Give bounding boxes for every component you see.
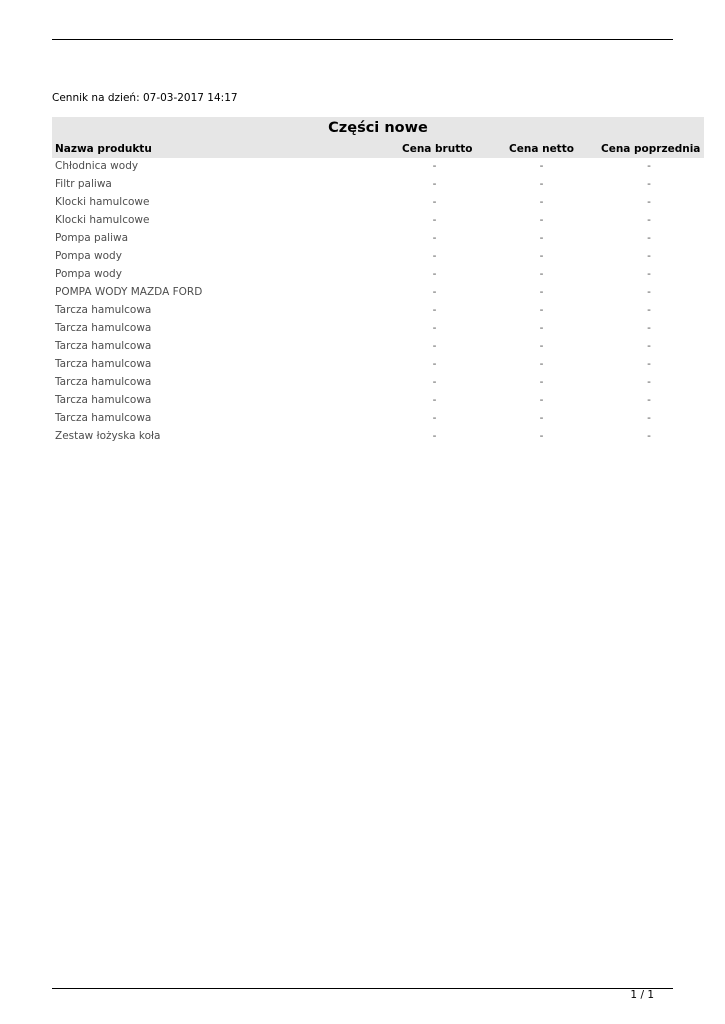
previous-price-cell: - [647, 268, 651, 280]
column-header-name: Nazwa produktu [55, 143, 152, 155]
gross-price-cell: - [432, 214, 437, 226]
gross-price-cell: - [432, 160, 437, 172]
section-header [52, 117, 704, 158]
product-name-cell: Klocki hamulcowe [55, 196, 150, 208]
column-header-net: Cena netto [509, 143, 574, 155]
previous-price-cell: - [647, 250, 651, 262]
price-list-date-line [52, 92, 238, 104]
previous-price-cell: - [647, 196, 651, 208]
previous-price-cell: - [647, 376, 651, 388]
net-price-cell: - [539, 286, 544, 298]
table-body [52, 158, 704, 446]
product-name-cell: Tarcza hamulcowa [55, 304, 152, 316]
table-row [52, 392, 704, 410]
gross-price-cell: - [432, 178, 437, 190]
gross-price-cell: - [432, 304, 437, 316]
gross-price-cell: - [432, 412, 437, 424]
product-name-cell: Filtr paliwa [55, 178, 112, 190]
net-price-cell: - [539, 376, 544, 388]
table-row [52, 212, 704, 230]
product-name-cell: Zestaw łożyska koła [55, 430, 161, 442]
gross-price-cell: - [432, 196, 437, 208]
net-price-cell: - [539, 430, 544, 442]
product-name-cell: Tarcza hamulcowa [55, 322, 152, 334]
table-row [52, 374, 704, 392]
product-name-cell: Tarcza hamulcowa [55, 376, 152, 388]
previous-price-cell: - [647, 358, 651, 370]
gross-price-cell: - [432, 394, 437, 406]
table-row [52, 356, 704, 374]
table-row [52, 284, 704, 302]
gross-price-cell: - [432, 376, 437, 388]
gross-price-cell: - [432, 358, 437, 370]
table-row [52, 194, 704, 212]
net-price-cell: - [539, 394, 544, 406]
net-price-cell: - [539, 178, 544, 190]
previous-price-cell: - [647, 160, 651, 172]
table-row [52, 320, 704, 338]
price-list-date: 07-03-2017 14:17 [142, 92, 238, 104]
gross-price-cell: - [432, 250, 437, 262]
table-row [52, 176, 704, 194]
previous-price-cell: - [647, 214, 651, 226]
net-price-cell: - [539, 340, 544, 352]
table-row [52, 302, 704, 320]
previous-price-cell: - [647, 304, 651, 316]
product-name-cell: Pompa wody [55, 250, 122, 262]
table-row [52, 428, 704, 446]
table-row [52, 158, 704, 176]
footer-rule [52, 988, 673, 989]
column-header-previous: Cena poprzednia [601, 143, 701, 155]
table-row [52, 410, 704, 428]
previous-price-cell: - [647, 430, 651, 442]
table-row [52, 248, 704, 266]
net-price-cell: - [539, 160, 544, 172]
net-price-cell: - [539, 214, 544, 226]
product-name-cell: Tarcza hamulcowa [55, 340, 152, 352]
previous-price-cell: - [647, 286, 651, 298]
page-number: 1 / 1 [630, 989, 654, 1001]
price-list-label: Cennik na dzień: [52, 92, 140, 104]
header-rule [52, 39, 673, 40]
net-price-cell: - [539, 412, 544, 424]
previous-price-cell: - [647, 178, 651, 190]
product-name-cell: Tarcza hamulcowa [55, 394, 152, 406]
previous-price-cell: - [647, 322, 651, 334]
net-price-cell: - [539, 232, 544, 244]
net-price-cell: - [539, 196, 544, 208]
product-name-cell: Chłodnica wody [55, 160, 139, 172]
gross-price-cell: - [432, 340, 437, 352]
column-header-gross: Cena brutto [402, 143, 473, 155]
table-row [52, 230, 704, 248]
product-name-cell: POMPA WODY MAZDA FORD [55, 286, 203, 298]
table-row [52, 338, 704, 356]
price-table-section [52, 117, 704, 446]
net-price-cell: - [539, 268, 544, 280]
previous-price-cell: - [647, 412, 651, 424]
net-price-cell: - [539, 304, 544, 316]
previous-price-cell: - [647, 340, 651, 352]
section-title: Części nowe [328, 120, 428, 136]
gross-price-cell: - [432, 286, 437, 298]
gross-price-cell: - [432, 430, 437, 442]
previous-price-cell: - [647, 232, 651, 244]
table-row [52, 266, 704, 284]
net-price-cell: - [539, 358, 544, 370]
product-name-cell: Pompa paliwa [55, 232, 129, 244]
gross-price-cell: - [432, 232, 437, 244]
product-name-cell: Tarcza hamulcowa [55, 358, 152, 370]
previous-price-cell: - [647, 394, 651, 406]
gross-price-cell: - [432, 268, 437, 280]
product-name-cell: Tarcza hamulcowa [55, 412, 152, 424]
net-price-cell: - [539, 250, 544, 262]
product-name-cell: Klocki hamulcowe [55, 214, 150, 226]
gross-price-cell: - [432, 322, 437, 334]
table-column-headers [52, 143, 704, 157]
product-name-cell: Pompa wody [55, 268, 122, 280]
net-price-cell: - [539, 322, 544, 334]
